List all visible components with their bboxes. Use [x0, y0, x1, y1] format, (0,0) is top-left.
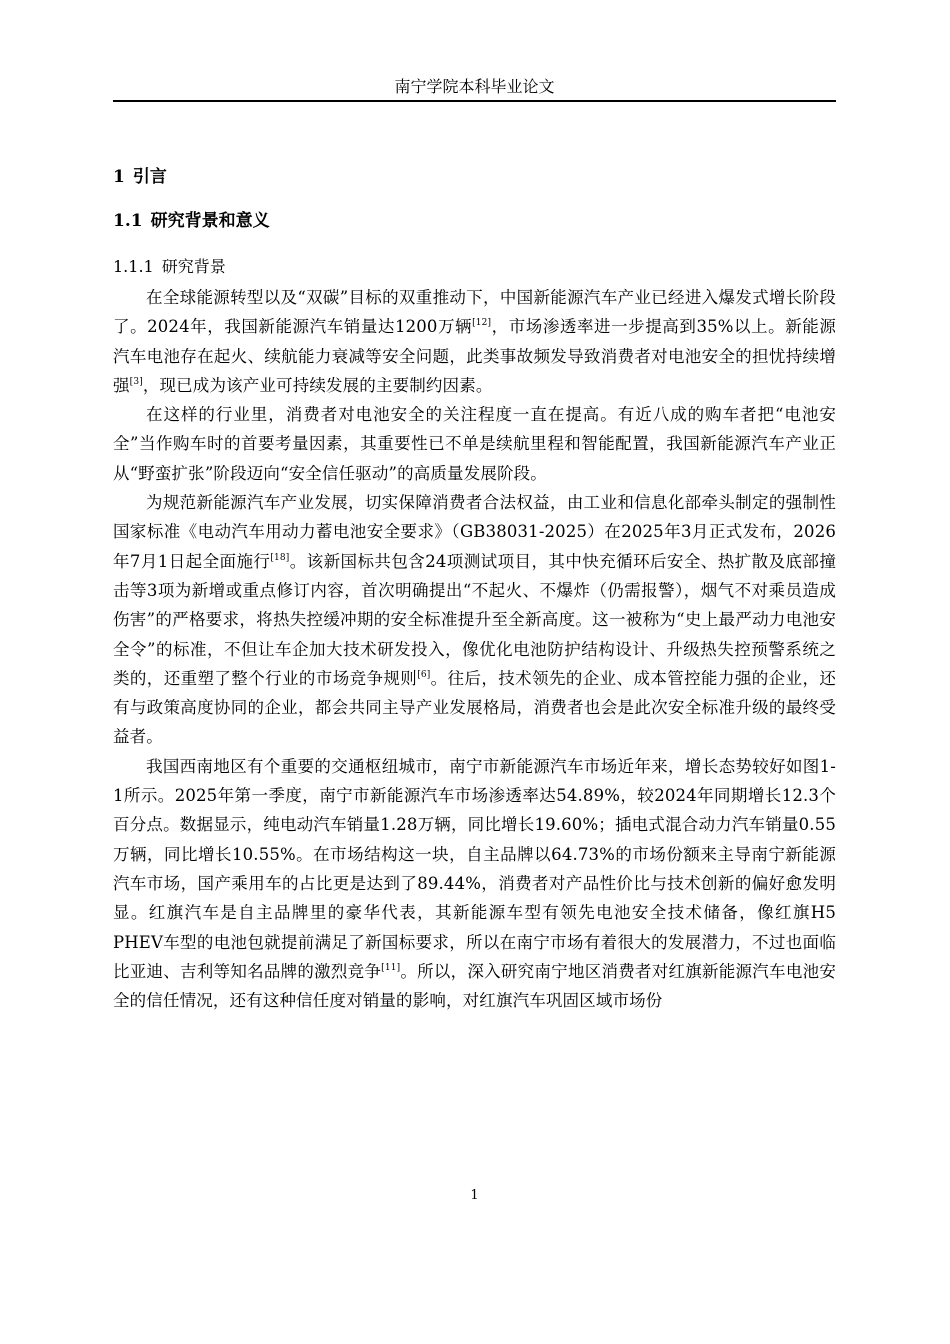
chapter-title: 引言 [132, 167, 167, 187]
paragraph-text: 。该新国标共包含24项测试项目，其中快充循环后安全、热扩散及底部撞击等3项为新增或重点修订内容，首次明确提出“不起火、不爆炸（仍需报警），烟气不对乘员造成伤害”的严格要求，将热失控缓冲期的安全标准提升至全新高度。这一被称为“史上最严动力电池安全令”的标准，不但让车企加大技术研发投入，像优化电池防护结构设计、升级热失控预警系统之类的，还重塑了整个行业的市场竞争规则 [113, 551, 837, 688]
paragraph-text: 。所以，深入研究南宁地区消费者对红旗新能源汽车电池安全的信任情况，还有这种信任度对销量的影响，对红旗汽车巩固区域市场份 [113, 961, 836, 1011]
chapter-heading [113, 166, 167, 188]
header-rule [113, 100, 836, 102]
paragraph-text: ，市场渗透率进一步提高到35%以上。新能源汽车电池存在起火、续航能力衰减等安全问题，此类事故频发导致消费者对电池安全的担忧持续增强 [113, 317, 836, 395]
paragraph-text: 在这样的行业里，消费者对电池安全的关注程度一直在提高。有近八成的购车者把“电池安全”当作购车时的首要考量因素，其重要性已不单是续航里程和智能配置，我国新能源汽车产业正从“野蛮扩张”阶段迈向“安全信任驱动”的高质量发展阶段。 [113, 405, 836, 483]
running-header: 南宁学院本科毕业论文 [394, 77, 555, 96]
paragraph [113, 488, 836, 752]
section-title: 研究背景和意义 [150, 211, 270, 231]
paragraph-text: 我国西南地区有个重要的交通枢纽城市，南宁市新能源汽车市场近年来，增长态势较好如图1-1所示。2025年第一季度，南宁市新能源汽车市场渗透率达54.89%，较2024年同期增长12.3个百分点。数据显示，纯电动汽车销量1.28万辆，同比增长19.60%；插电式混合动力汽车销量0.55万辆，同比增长10.55%。在市场结构这一块，自主品牌以64.73%的市场份额来主导南宁新能源汽车市场，国产乘用车的占比更是达到了89.44%，消费者对产品性价比与技术创新的偏好愈发明显。红旗汽车是自主品牌里的豪华代表，其新能源车型有领先电池安全技术储备，像红旗H5 PHEV车型的电池包就提前满足了新国标要求，所以在南宁市场有着很大的发展潜力，不过也面临比亚迪、吉利等知名品牌的激烈竞争 [113, 756, 836, 981]
subsection-title: 研究背景 [161, 257, 226, 276]
page-number: 1 [470, 1188, 479, 1203]
subsection-number: 1.1.1 [113, 257, 154, 276]
paragraph-text: 为规范新能源汽车产业发展，切实保障消费者合法权益，由工业和信息化部牵头制定的强制性国家标准《电动汽车用动力蓄电池安全要求》（GB38031-2025）在2025年3月正式发布，2026年7月1日起全面施行 [113, 493, 836, 571]
paragraph-text: ，现已成为该产业可持续发展的主要制约因素。 [142, 375, 493, 395]
chapter-number: 1 [113, 167, 125, 187]
section-number: 1.1 [113, 211, 143, 231]
citation-ref: [11] [381, 962, 401, 973]
citation-ref: [18] [270, 552, 290, 563]
paragraph [113, 752, 836, 1016]
paragraph-text: 在全球能源转型以及“双碳”目标的双重推动下，中国新能源汽车产业已经进入爆发式增长阶段了。2024年，我国新能源汽车销量达1200万辆 [113, 288, 836, 337]
citation-ref: [12] [472, 318, 492, 329]
paragraph [113, 283, 836, 400]
paragraph [113, 400, 836, 488]
subsection-heading [113, 256, 226, 278]
citation-ref: [3] [129, 376, 143, 387]
paragraph-text: 。往后，技术领先的企业、成本管控能力强的企业，还有与政策高度协同的企业，都会共同主导产业发展格局，消费者也会是此次安全标准升级的最终受益者。 [113, 668, 836, 747]
body-text [113, 283, 836, 1015]
citation-ref: [6] [417, 669, 431, 680]
section-heading [113, 210, 270, 232]
